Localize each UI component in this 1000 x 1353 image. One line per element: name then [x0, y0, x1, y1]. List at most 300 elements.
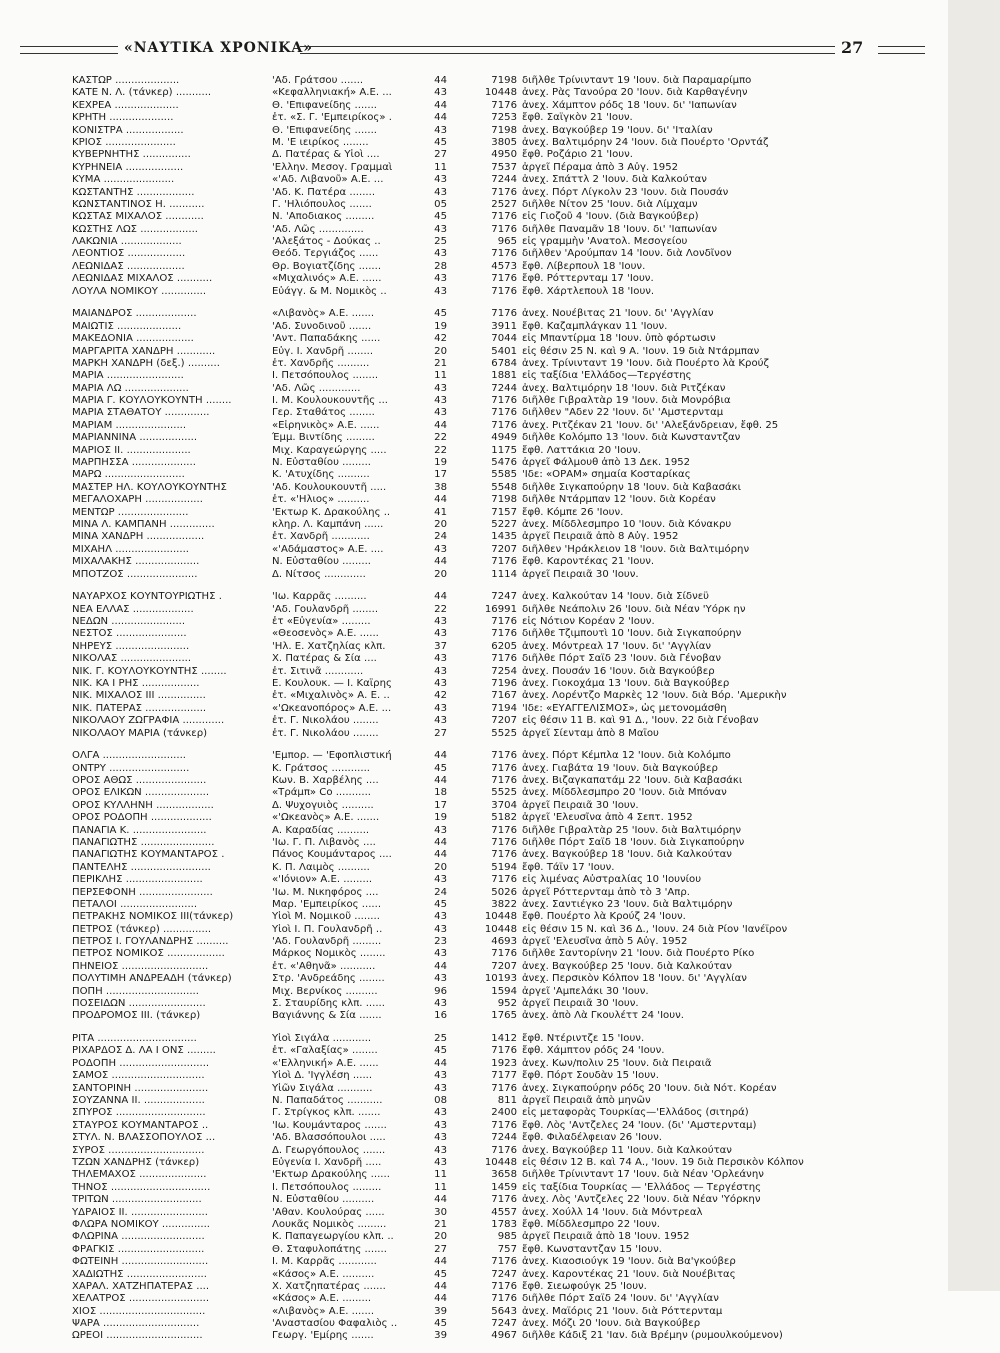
ship-class-code: 24 [434, 886, 447, 898]
ship-status: ἀργεῖ Πειραιᾶ 30 'Ιουν. [522, 568, 639, 580]
ship-row [0, 333, 1000, 345]
ship-status: ἔφθ. Λὸς 'Αντζελες 24 'Ιουν. (δι' 'Αμστερνταμ) [522, 1119, 757, 1131]
ship-tonnage: 7176 [491, 750, 517, 762]
ship-tonnage: 7176 [491, 874, 517, 886]
ship-status: ἀνεχ. Καροντέκας 21 'Ιουν. διὰ Νουέβιτας [522, 1268, 736, 1280]
ship-owner: Ν. 'Αποδιακος ......... [272, 211, 375, 223]
ship-status: διῆλθεν 'Αρούμπαν 14 'Ιουν. διὰ Λονδῖνον [522, 248, 732, 260]
ship-row [0, 187, 1000, 199]
ship-name: ΝΕΑ ΕΛΛΑΣ ................... [72, 603, 194, 615]
ship-tonnage: 7198 [491, 494, 517, 506]
ship-row [0, 1132, 1000, 1144]
ship-status: ἀργεῖ Πειραιᾶ ἀπὸ 8 Αὐγ. 1952 [522, 531, 679, 543]
ship-row [0, 837, 1000, 849]
ship-class-code: 16 [434, 1010, 447, 1022]
ship-class-code: 30 [434, 1206, 447, 1218]
ship-tonnage: 7176 [491, 948, 517, 960]
page-number: 27 [841, 38, 864, 57]
ship-owner: Γ. Στρίγκος κλπ. ....... [272, 1107, 381, 1119]
ship-tonnage: 7176 [491, 1293, 517, 1305]
ship-class-code: 43 [434, 616, 447, 627]
ship-status: ἔφθ. Φιλαδέλφειαν 26 'Ιουν. [522, 1132, 662, 1144]
ship-name: ΤΖΩΝ ΧΑΝΔΡΗΣ (τάνκερ) [72, 1157, 200, 1168]
ship-class-code: 45 [434, 1318, 447, 1330]
ship-name: ΜΕΓΑΛΟΧΑΡΗ .................. [72, 494, 203, 506]
ship-owner: Υἱοὶ Σιγάλα ............ [272, 1033, 372, 1045]
ship-row [0, 703, 1000, 715]
ship-tonnage: 7207 [491, 543, 517, 555]
ship-owner: 'Αδ. Βλασσόπουλοι ..... [272, 1132, 386, 1144]
ship-row [0, 125, 1000, 137]
ship-tonnage: 6784 [491, 357, 517, 369]
ship-status: εἰς γραμμὴν 'Ανατολ. Μεσογείου [522, 236, 688, 248]
ship-status: ἔφθ. Σαϊγκὸν 21 'Ιουν. [522, 112, 633, 124]
ship-owner: Υἱοὶ Μ. Νομικοῦ ........ [272, 911, 380, 923]
ship-name: ΝΗΡΕΥΣ ....................... [72, 640, 190, 652]
ship-tonnage: 3911 [491, 320, 517, 332]
ship-class-code: 44 [434, 75, 447, 86]
ship-name: ΝΕΣΤΟΣ ...................... [72, 628, 187, 640]
ship-class-code: 44 [434, 774, 447, 786]
ship-status: ἀνεχ. Βαγκούβερ 19 'Ιουν. δι' 'Ιταλίαν [522, 124, 713, 136]
ship-status: διῆλθε Νίτον 25 'Ιουν. διὰ Λίμχαμν [522, 198, 698, 210]
ship-class-code: 43 [434, 87, 447, 99]
ship-name: ΠΟΛΥΤΙΜΗ ΑΝΔΡΕΑΔΗ (τάνκερ) [72, 973, 232, 985]
ship-row [0, 1107, 1000, 1119]
ship-row [0, 100, 1000, 112]
ship-owner: 'Αδ. Λῶς ............. [272, 382, 361, 394]
ship-status: ἀνεχ. Κων/πολιν 25 'Ιουν. διὰ Πειραιᾶ [522, 1057, 712, 1069]
ship-status: ἔφθ. Ρόττερνταμ 17 'Ιουν. [522, 273, 654, 285]
ship-row [0, 432, 1000, 444]
ship-row [0, 948, 1000, 960]
ship-row [0, 358, 1000, 370]
ship-status: διῆλθε Κολόμπο 13 'Ιουν. διὰ Κωνσταντζαν [522, 432, 741, 444]
ship-name: ΜΕΝΤΩΡ ...................... [72, 506, 189, 518]
ship-name: ΠΕΡΙΚΛΗΣ ........................ [72, 874, 203, 886]
ship-tonnage: 7253 [491, 112, 517, 124]
ship-status: ἔφθ. Πόρτ Σουδὰν 15 'Ιουν. [522, 1070, 659, 1082]
ship-status: ἀνεχ. Λὸς 'Αντζελες 22 'Ιουν. διὰ Νέαν 'Υόρκην [522, 1194, 761, 1206]
ship-name: ΧΑΔΙΩΤΗΣ ......................... [72, 1268, 207, 1280]
ship-name: ΜΑΡΠΗΣΣΑ .................... [72, 457, 196, 469]
ship-tonnage: 7176 [491, 211, 517, 223]
ship-class-code: 21 [434, 357, 447, 369]
ship-class-code: 43 [434, 1119, 447, 1131]
ship-name: ΜΑΡΙΑ ΣΤΑΘΑΤΟΥ .............. [72, 407, 210, 419]
ship-owner: Κων. Β. Χαρβέλης .... [272, 774, 379, 786]
ship-class-code: 43 [434, 186, 447, 198]
ship-tonnage: 7176 [491, 407, 517, 419]
ship-row [0, 591, 1000, 603]
ship-tonnage: 5643 [491, 1305, 517, 1317]
ship-class-code: 22 [434, 603, 447, 615]
ship-tonnage: 7207 [491, 960, 517, 972]
ship-row [0, 1145, 1000, 1157]
ship-row [0, 1033, 1000, 1045]
ship-class-code: 43 [434, 948, 447, 960]
ship-row [0, 690, 1000, 702]
ship-status: ἀνεχ. Γιαβάτα 19 'Ιουν. διὰ Βαγκούβερ [522, 762, 718, 774]
ship-status: ἀνεχ. Τρίνινταντ 19 'Ιουν. διὰ Πουέρτο λὰ Κρούζ [522, 357, 769, 369]
ship-name: ΟΡΟΣ ΕΛΙΚΩΝ .................... [72, 787, 210, 799]
ship-tonnage: 3658 [491, 1169, 517, 1181]
ship-status: ἀνεχ. ἀπὸ Λὰ Γκουλέττ 24 'Ιουν. [522, 1010, 684, 1022]
ship-owner: 'Αδ. Γράτσου ....... [272, 75, 364, 86]
ship-owner: «'Ελληνική» Α.Ε. ...... [272, 1057, 379, 1069]
ship-owner: Θεόδ. Τεργιάζος ...... [272, 248, 379, 260]
ship-name: ΣΥΡΟΣ .............................. [72, 1144, 205, 1156]
ship-class-code: 23 [434, 936, 447, 948]
ship-name: ΣΤΑΥΡΟΣ ΚΟΥΜΑΝΤΑΡΟΣ .. [72, 1119, 209, 1131]
ship-status: ἀργεῖ 'Αμπελάκι 30 'Ιουν. [522, 985, 649, 997]
ship-owner: Ε. Κουλουκ. — Ι. Καΐρης [272, 677, 392, 689]
ship-owner: Θ. 'Επιφανείδης ....... [272, 124, 377, 136]
ship-owner: Έμμ. Βιντίδης ......... [272, 432, 375, 444]
ship-name: ΝΙΚΟΛΑΣ ...................... [72, 653, 192, 665]
ship-class-code: 43 [434, 395, 447, 407]
ship-name: ΝΑΥΑΡΧΟΣ ΚΟΥΝΤΟΥΡΙΩΤΗΣ . [72, 591, 222, 603]
ship-name: ΚΡΙΟΣ ...................... [72, 136, 176, 148]
ship-status: ἀργεῖ 'Ελευσῖνα ἀπὸ 5 Αὐγ. 1952 [522, 936, 688, 948]
ship-status: ἀργεῖ Πειραιᾶ ἀπὸ μηνῶν [522, 1095, 651, 1107]
ship-tonnage: 7177 [491, 1070, 517, 1082]
ship-status: ἀργεῖ Ρόττερνταμ ἀπὸ τὸ 3 'Απρ. [522, 886, 690, 898]
ship-name: ΧΑΡΑΛ. ΧΑΤΖΗΠΑΤΕΡΑΣ .... [72, 1280, 210, 1292]
ship-row [0, 420, 1000, 432]
ship-status: ἔφθ. Σιεωφούγκ 25 'Ιουν. [522, 1280, 647, 1292]
ship-tonnage: 7176 [491, 1144, 517, 1156]
ship-row [0, 800, 1000, 812]
ship-tonnage: 1412 [491, 1033, 517, 1045]
ship-tonnage: 5227 [491, 518, 517, 530]
ship-name: ΝΙΚΟΛΑΟΥ ΖΩΓΡΑΦΙΑ ............. [72, 715, 225, 727]
ship-row [0, 862, 1000, 874]
ship-name: ΟΛΓΑ .......................... [72, 750, 187, 762]
ship-row [0, 248, 1000, 260]
ship-tonnage: 6205 [491, 640, 517, 652]
ship-class-code: 45 [434, 136, 447, 148]
ship-owner: Γ. 'Ηλιόπουλος ....... [272, 198, 372, 210]
ship-owner: Α. Καραδίας .......... [272, 824, 370, 836]
ship-row [0, 1330, 1000, 1342]
ship-row [0, 507, 1000, 519]
ship-tonnage: 5194 [491, 861, 517, 873]
ship-status: ἀνεχ. Βιζαγκαπατάμ 22 'Ιουν. διὰ Καβασάκι [522, 774, 743, 786]
ship-status: διῆλθε Ντάρμπαν 12 'Ιουν. διὰ Κορέαν [522, 494, 716, 506]
ship-owner: Κ. 'Ατυχίδης .......... [272, 469, 370, 481]
ship-tonnage: 3822 [491, 898, 517, 910]
ship-owner: Μιχ. Καραγεώργης ..... [272, 444, 387, 456]
ship-tonnage: 1459 [491, 1181, 517, 1193]
ship-row [0, 519, 1000, 531]
ship-status: εἰς θέσιν 12 Β. καὶ 74 Α., 'Ιουν. 19 διὰ Περσικὸν Κόλπον [522, 1157, 804, 1168]
ship-row [0, 75, 1000, 87]
ship-name: ΧΙΟΣ ................................. [72, 1305, 206, 1317]
ship-tonnage: 5525 [491, 727, 517, 739]
ship-row [0, 616, 1000, 628]
ship-tonnage: 7196 [491, 677, 517, 689]
ship-tonnage: 7247 [491, 1318, 517, 1330]
ship-status: ἀνεχ. Χούλλ 14 'Ιουν. διὰ Μόντρεαλ [522, 1206, 703, 1218]
ship-tonnage: 7537 [491, 161, 517, 173]
ship-name: ΦΛΩΡΙΝΑ .......................... [72, 1231, 205, 1243]
ship-owner: Κ. Π. Λαιμὸς .......... [272, 861, 370, 873]
ship-name: ΜΙΝΑ ΧΑΝΔΡΗ .................. [72, 531, 205, 543]
ship-name: ΜΑΡΙΑ ........................ [72, 370, 184, 382]
ship-name: ΜΑΣΤΕΡ ΗΛ. ΚΟΥΛΟΥΚΟΥΝΤΗΣ [72, 481, 227, 493]
ship-status: εἰς Μπαντίρμα 18 'Ιουν. ὑπὸ φόρτωσιν [522, 333, 716, 345]
ship-owner: Εὐγενία Ι. Χανδρῆ ..... [272, 1157, 382, 1168]
ship-owner: Ν. Εὐσταθίου .......... [272, 1194, 375, 1206]
ship-row [0, 112, 1000, 124]
ship-owner: Μ. 'Ε ιειρίκος ........ [272, 136, 369, 148]
ship-owner: Ι. Μ. Κουλουκουντῆς ... [272, 395, 388, 407]
page-header [20, 40, 925, 62]
ship-name: ΤΗΝΟΣ ............................... [72, 1181, 211, 1193]
ship-class-code: 43 [434, 653, 447, 665]
ship-row [0, 787, 1000, 799]
ship-owner: Γεωργ. 'Εμίρης ....... [272, 1330, 374, 1342]
ship-owner: ἐτ. Χανδρῆ ............ [272, 531, 370, 543]
ship-class-code: 44 [434, 419, 447, 431]
ship-owner: Χ. Χατζηπατέρας ....... [272, 1280, 386, 1292]
ship-class-code: 44 [434, 99, 447, 111]
ship-group [0, 75, 1000, 298]
ship-status: ἀργεῖ Πειραιᾶ 30 'Ιουν. [522, 799, 639, 811]
ship-owner: Θ. Σταφυλοπάτης ....... [272, 1243, 387, 1255]
ship-tonnage: 7244 [491, 174, 517, 186]
ship-tonnage: 7176 [491, 762, 517, 774]
ship-class-code: 44 [434, 849, 447, 861]
ship-tonnage: 10193 [484, 973, 517, 985]
ship-class-code: 43 [434, 223, 447, 235]
ship-name: ΩΡΕΟΙ .............................. [72, 1330, 203, 1342]
ship-name: ΟΡΟΣ ΚΥΛΛΗΝΗ .................. [72, 799, 214, 811]
ship-tonnage: 7167 [491, 690, 517, 702]
ship-status: διῆλθε Σιγκαπούρην 18 'Ιουν. διὰ Καβασάκι [522, 481, 742, 493]
ship-name: ΚΩΣΤΑΝΤΗΣ .................. [72, 186, 195, 198]
ship-status: ἔφθ. Καζαμπλάγκαν 11 'Ιουν. [522, 320, 668, 332]
ship-owner: 'Αδ. Λῶς .............. [272, 223, 364, 235]
ship-name: ΝΙΚ. ΜΙΧΑΛΟΣ ΙΙΙ ............... [72, 690, 206, 702]
ship-status: εἰς θέσιν 15 Ν. καὶ 36 Δ., 'Ιουν. 24 διὰ Ρίον 'Ιανέϊρον [522, 923, 788, 935]
ship-owner: ἐτ. «Σ. Γ. 'Εμπειρίκος» . [272, 112, 392, 124]
ship-name: ΝΙΚΟΛΑΟΥ ΜΑΡΙΑ (τάνκερ) [72, 727, 208, 739]
ship-name: ΛΟΥΛΑ ΝΟΜΙΚΟΥ .............. [72, 285, 207, 297]
ship-row [0, 986, 1000, 998]
ship-status: 'Ιδε: «ΟΡΑΜ» σημαία Κοσταρίκας [522, 469, 691, 481]
ship-tonnage: 7176 [491, 774, 517, 786]
ship-tonnage: 5401 [491, 345, 517, 357]
ship-class-code: 11 [434, 1169, 447, 1181]
ship-tonnage: 7244 [491, 1132, 517, 1144]
ship-class-code: 20 [434, 1231, 447, 1243]
ship-status: ἀργεῖ Σίενταμ ἀπὸ 8 Μαΐου [522, 727, 659, 739]
ship-tonnage: 5585 [491, 469, 517, 481]
ship-tonnage: 5548 [491, 481, 517, 493]
ship-row [0, 174, 1000, 186]
ship-class-code: 45 [434, 898, 447, 910]
ship-owner: 'Αδ. Γουλανδρῆ ........ [272, 603, 379, 615]
ship-name: ΜΑΙΑΝΔΡΟΣ ................... [72, 308, 197, 320]
ship-row [0, 1293, 1000, 1305]
ship-status: εἰς Γιοζοῦ 4 'Ιουν. (διὰ Βαγκούβερ) [522, 211, 699, 223]
ship-class-code: 11 [434, 1181, 447, 1193]
ship-owner: 'Αντ. Παπαδάκης ...... [272, 333, 381, 345]
ship-tonnage: 10448 [484, 1157, 517, 1168]
ship-row [0, 236, 1000, 248]
ship-row [0, 728, 1000, 740]
ship-class-code: 27 [434, 149, 447, 161]
ship-tonnage: 7176 [491, 1194, 517, 1206]
ship-class-code: 22 [434, 432, 447, 444]
ship-tonnage: 7176 [491, 824, 517, 836]
ship-owner: Κ. Παπαγεωργίου κλπ. .. [272, 1231, 394, 1243]
ship-row [0, 273, 1000, 285]
ship-class-code: 43 [434, 677, 447, 689]
ship-owner: Θρ. Βογιατζίδης ....... [272, 260, 382, 272]
ship-status: ἔφθ. Χάρτλεπουλ 18 'Ιουν. [522, 285, 655, 297]
ship-name: ΠΕΤΡΟΣ (τάνκερ) ............... [72, 923, 212, 935]
ship-row [0, 1045, 1000, 1057]
ship-status: ἀνεχ. Πουσάν 16 'Ιουν. διὰ Βαγκούβερ [522, 665, 715, 677]
ship-status: ἔφθ. Χάμπτον ρόδς 24 'Ιουν. [522, 1045, 665, 1057]
ship-tonnage: 1765 [491, 1010, 517, 1022]
ship-name: ΜΑΡΙΑΜ ...................... [72, 419, 187, 431]
ship-status: ἀργεῖ Πειραιᾶ 30 'Ιουν. [522, 998, 639, 1010]
ship-tonnage: 1923 [491, 1057, 517, 1069]
ship-owner: 'Ιω. Κουμάνταρος ....... [272, 1119, 387, 1131]
ship-group [0, 750, 1000, 1023]
ship-tonnage: 4950 [491, 149, 517, 161]
ship-status: ἀνεχ. Βαγκούβερ 18 'Ιουν. διὰ Καλκούταν [522, 849, 732, 861]
ship-row [0, 321, 1000, 333]
ship-status: ἀνεχ. Νουέβιτας 21 'Ιουν. δι' 'Αγγλίαν [522, 308, 714, 320]
ship-class-code: 43 [434, 273, 447, 285]
ship-class-code: 37 [434, 640, 447, 652]
ship-class-code: 28 [434, 260, 447, 272]
ship-tonnage: 1783 [491, 1218, 517, 1230]
ship-class-code: 43 [434, 923, 447, 935]
ship-name: ΣΑΝΤΟΡΙΝΗ ....................... [72, 1082, 209, 1094]
ship-row [0, 763, 1000, 775]
ship-row [0, 544, 1000, 556]
ship-class-code: 43 [434, 1157, 447, 1168]
ship-class-code: 44 [434, 1293, 447, 1305]
ship-name: ΦΡΑΓΚΙΣ ........................... [72, 1243, 205, 1255]
ship-tonnage: 10448 [484, 923, 517, 935]
ship-name: ΟΡΟΣ ΡΟΔΟΠΗ ................... [72, 812, 212, 824]
ship-status: εἰς ταξίδια Τουρκίας — 'Ελλάδος — Τεργέστης [522, 1181, 762, 1193]
ship-owner: «Θεοσενὸς» Α.Ε. ...... [272, 628, 379, 640]
ship-class-code: 44 [434, 1280, 447, 1292]
header-rule-left [20, 46, 118, 54]
ship-name: ΜΑΡΙΟΣ ΙΙ. .................... [72, 444, 191, 456]
ship-class-code: 42 [434, 690, 447, 702]
ship-class-code: 45 [434, 308, 447, 320]
ship-status: ἀργεῖ Πειραιᾶ ἀπὸ 18 'Ιουν. 1952 [522, 1231, 690, 1243]
ship-name: ΦΩΤΕΙΝΗ ........................... [72, 1256, 209, 1268]
ship-owner: Ι. Πετσόπουλος ........ [272, 370, 379, 382]
ship-status: ἀνεχ. Πόρτ Λίγκολν 23 'Ιουν. διὰ Πουσάν [522, 186, 729, 198]
ship-name: ΠΕΡΣΕΦΟΝΗ ....................... [72, 886, 213, 898]
ship-owner: Δ. Ψυχογυιὸς .......... [272, 799, 374, 811]
ship-row [0, 1010, 1000, 1022]
ship-name: ΠΕΤΑΛΟΙ ........................ [72, 898, 198, 910]
ship-name: ΜΑΡΩ ......................... [72, 469, 185, 481]
ship-class-code: 43 [434, 248, 447, 260]
header-rule-right [878, 46, 925, 54]
ship-tonnage: 7176 [491, 1082, 517, 1094]
ship-name: ΡΟΔΟΠΗ ............................ [72, 1057, 210, 1069]
ship-row [0, 924, 1000, 936]
ship-class-code: 19 [434, 812, 447, 824]
ship-class-code: 27 [434, 727, 447, 739]
ship-owner: «Κάσος» Α.Ε. .......... [272, 1268, 375, 1280]
ship-class-code: 43 [434, 973, 447, 985]
ship-name: ΦΛΩΡΑ ΝΟΜΙΚΟΥ ............... [72, 1218, 211, 1230]
ship-owner: «Λιβανὸς» Α.Ε. ....... [272, 1305, 375, 1317]
ship-tonnage: 10448 [484, 87, 517, 99]
ship-name: ΜΑΙΩΤΙΣ .................... [72, 320, 182, 332]
ship-row [0, 1095, 1000, 1107]
ship-tonnage: 4967 [491, 1330, 517, 1342]
ship-tonnage: 4693 [491, 936, 517, 948]
ship-owner: 'Ηλ. Ε. Χατζηλίας κλπ. [272, 640, 386, 652]
ship-owner: 'Αδ. Γουλανδρῆ ......... [272, 936, 382, 948]
ship-status: εἰς μεταφορὰς Τουρκίας—'Ελλάδος (σιτηρά) [522, 1107, 749, 1119]
ship-class-code: 43 [434, 1144, 447, 1156]
ship-tonnage: 7176 [491, 186, 517, 198]
ship-name: ΚΑΤΕ Ν. Λ. (τάνκερ) ........... [72, 87, 212, 99]
ship-class-code: 45 [434, 762, 447, 774]
ship-owner: Μάρκος Νομικὸς ........ [272, 948, 386, 960]
ship-status: εἰς θέσιν 25 Ν. καὶ 9 Α. 'Ιουν. 19 διὰ Ντάρμπαν [522, 345, 760, 357]
ship-row [0, 1070, 1000, 1082]
ship-owner: 'Αναστασίου Φαφαλιὸς .. [272, 1318, 398, 1330]
ship-status: ἔφθ. Ντέριντζε 15 'Ιουν. [522, 1033, 645, 1045]
ship-name: ΚΩΣΤΗΣ ΛΩΣ .................. [72, 223, 199, 235]
ship-owner: Ν. Εὐσταθίου ......... [272, 556, 372, 568]
ship-status: ἔφθ. Τάϊν 17 'Ιουν. [522, 861, 615, 873]
ship-row [0, 887, 1000, 899]
ship-tonnage: 811 [497, 1095, 517, 1107]
ship-name: ΜΙΧΑΛΑΚΗΣ .................... [72, 556, 200, 568]
ship-owner: «Λιβανὸς» Α.Ε. ....... [272, 308, 375, 320]
ship-name: ΜΑΡΚΗ ΧΑΝΔΡΗ (δεξ.) .......... [72, 357, 220, 369]
ship-owner: ἐτ. Χανδρῆς .......... [272, 357, 370, 369]
ship-name: ΠΟΣΕΙΔΩΝ ........................ [72, 998, 206, 1010]
ship-status: ἀνεχ. Περσικὸν Κόλπον 18 'Ιουν. δι' 'Αγγλίαν [522, 973, 747, 985]
ship-tonnage: 7176 [491, 1119, 517, 1131]
ship-tonnage: 985 [497, 1231, 517, 1243]
ship-status: ἔφθ. Πουέρτο λὰ Κρούζ 24 'Ιουν. [522, 911, 686, 923]
ship-owner: 'Εκτωρ Κ. Δρακούλης .. [272, 506, 391, 518]
ship-name: ΛΕΩΝΙΔΑΣ ΜΙΧΑΛΟΣ ........... [72, 273, 213, 285]
ship-row [0, 1157, 1000, 1169]
ship-name: ΚΥΒΕΡΝΗΤΗΣ ............... [72, 149, 191, 161]
ship-tonnage: 7247 [491, 591, 517, 603]
ship-tonnage: 7198 [491, 75, 517, 86]
ship-owner: Υἱοὶ Ι. Π. Γουλανδρῆ .. [272, 923, 383, 935]
ship-row [0, 641, 1000, 653]
ship-class-code: 20 [434, 861, 447, 873]
ship-tonnage: 4949 [491, 432, 517, 444]
ship-name: ΜΑΡΙΑ ΛΩ .................... [72, 382, 189, 394]
ship-status: ἀργεῖ Πέραμα ἀπὸ 3 Αὐγ. 1952 [522, 161, 679, 173]
ship-name: ΣΑΜΟΣ ............................. [72, 1070, 205, 1082]
